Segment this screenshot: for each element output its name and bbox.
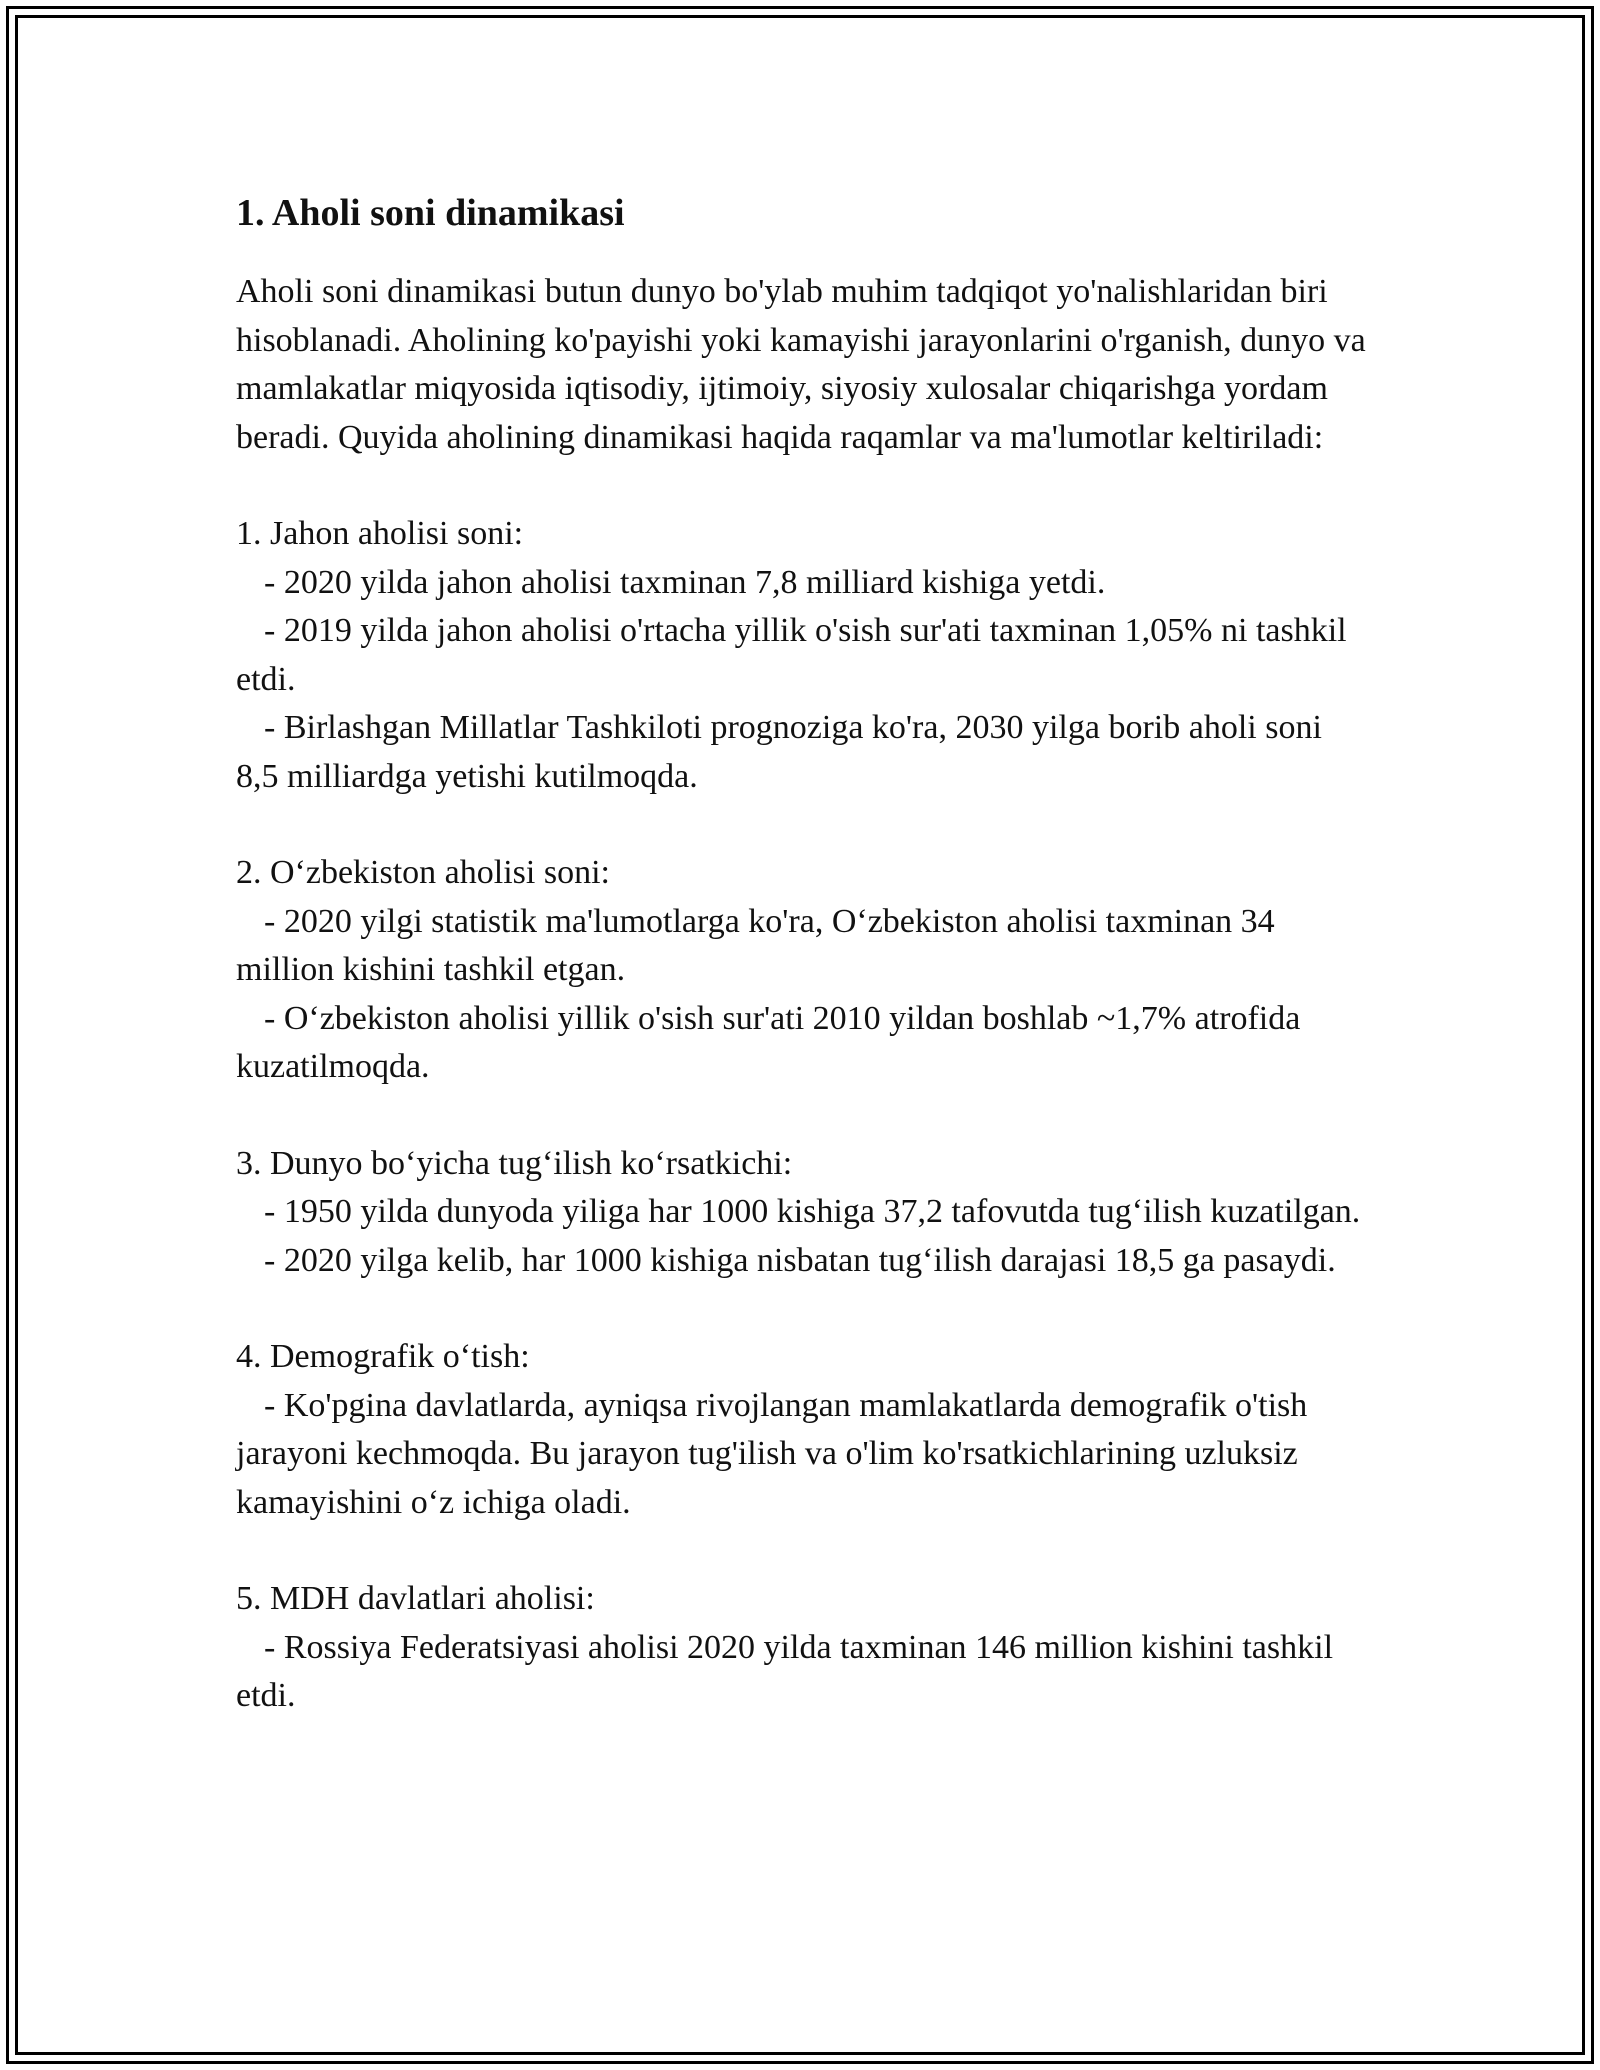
list-item: - Rossiya Federatsiyasi aholisi 2020 yilda taxminan 146 million kishini tashkil etdi. xyxy=(236,1628,1334,1714)
section-title: 3. Dunyo bo‘yicha tug‘ilish ko‘rsatkichi: xyxy=(236,1144,793,1182)
section-demographic-transition xyxy=(236,1333,1366,1527)
list-item: - 2020 yilgi statistik ma'lumotlarga ko'ra, O‘zbekiston aholisi taxminan 34 million kishini tashkil etgan. xyxy=(236,902,1275,988)
section-title: 2. O‘zbekiston aholisi soni: xyxy=(236,854,610,891)
list-item: - 2019 yilda jahon aholisi o'rtacha yillik o'sish sur'ati taxminan 1,05% ni tashkil etdi. xyxy=(236,612,1347,698)
list-item: - Ko'pgina davlatlarda, ayniqsa rivojlangan mamlakatlarda demografik o'tish jarayoni kechmoqda. Bu jarayon tug'ilish va o'lim ko'rsatkichlarining uzluksiz kamayishini o‘z ichiga oladi. xyxy=(236,1386,1308,1521)
section-cis-population xyxy=(236,1575,1366,1721)
section-title: 1. Jahon aholisi soni: xyxy=(236,515,524,552)
section-uzbekistan-population xyxy=(236,849,1366,1092)
list-item: - 2020 yilga kelib, har 1000 kishiga nisbatan tug‘ilish darajasi 18,5 ga pasaydi. xyxy=(264,1241,1336,1279)
document-body xyxy=(236,188,1366,1721)
section-heading: 1. Aholi soni dinamikasi xyxy=(236,192,625,234)
list-item: - Birlashgan Millatlar Tashkiloti prognoziga ko'ra, 2030 yilga borib aholi soni 8,5 milliardga yetishi kutilmoqda. xyxy=(236,709,1322,795)
list-item: - 2020 yilda jahon aholisi taxminan 7,8 milliard kishiga yetdi. xyxy=(264,563,1106,601)
intro-paragraph: Aholi soni dinamikasi butun dunyo bo'ylab muhim tadqiqot yo'nalishlaridan biri hisoblanadi. Aholining ko'payishi yoki kamayishi jarayonlarini o'rganish, dunyo va mamlakatlar miqyosida iqtisodiy, ijtimoiy, siyosiy xulosalar chiqarishga yordam beradi. Quyida aholining dinamikasi haqida raqamlar va ma'lumotlar keltiriladi: xyxy=(236,273,1366,456)
section-birth-rate xyxy=(236,1140,1366,1286)
section-title: 5. MDH davlatlari aholisi: xyxy=(236,1580,595,1617)
section-world-population xyxy=(236,510,1366,801)
list-item: - 1950 yilda dunyoda yiliga har 1000 kishiga 37,2 tafovutda tug‘ilish kuzatilgan. xyxy=(264,1193,1361,1230)
list-item: - O‘zbekiston aholisi yillik o'sish sur'ati 2010 yildan boshlab ~1,7% atrofida kuzatilmoqda. xyxy=(236,999,1301,1085)
section-title: 4. Demografik o‘tish: xyxy=(236,1338,530,1375)
